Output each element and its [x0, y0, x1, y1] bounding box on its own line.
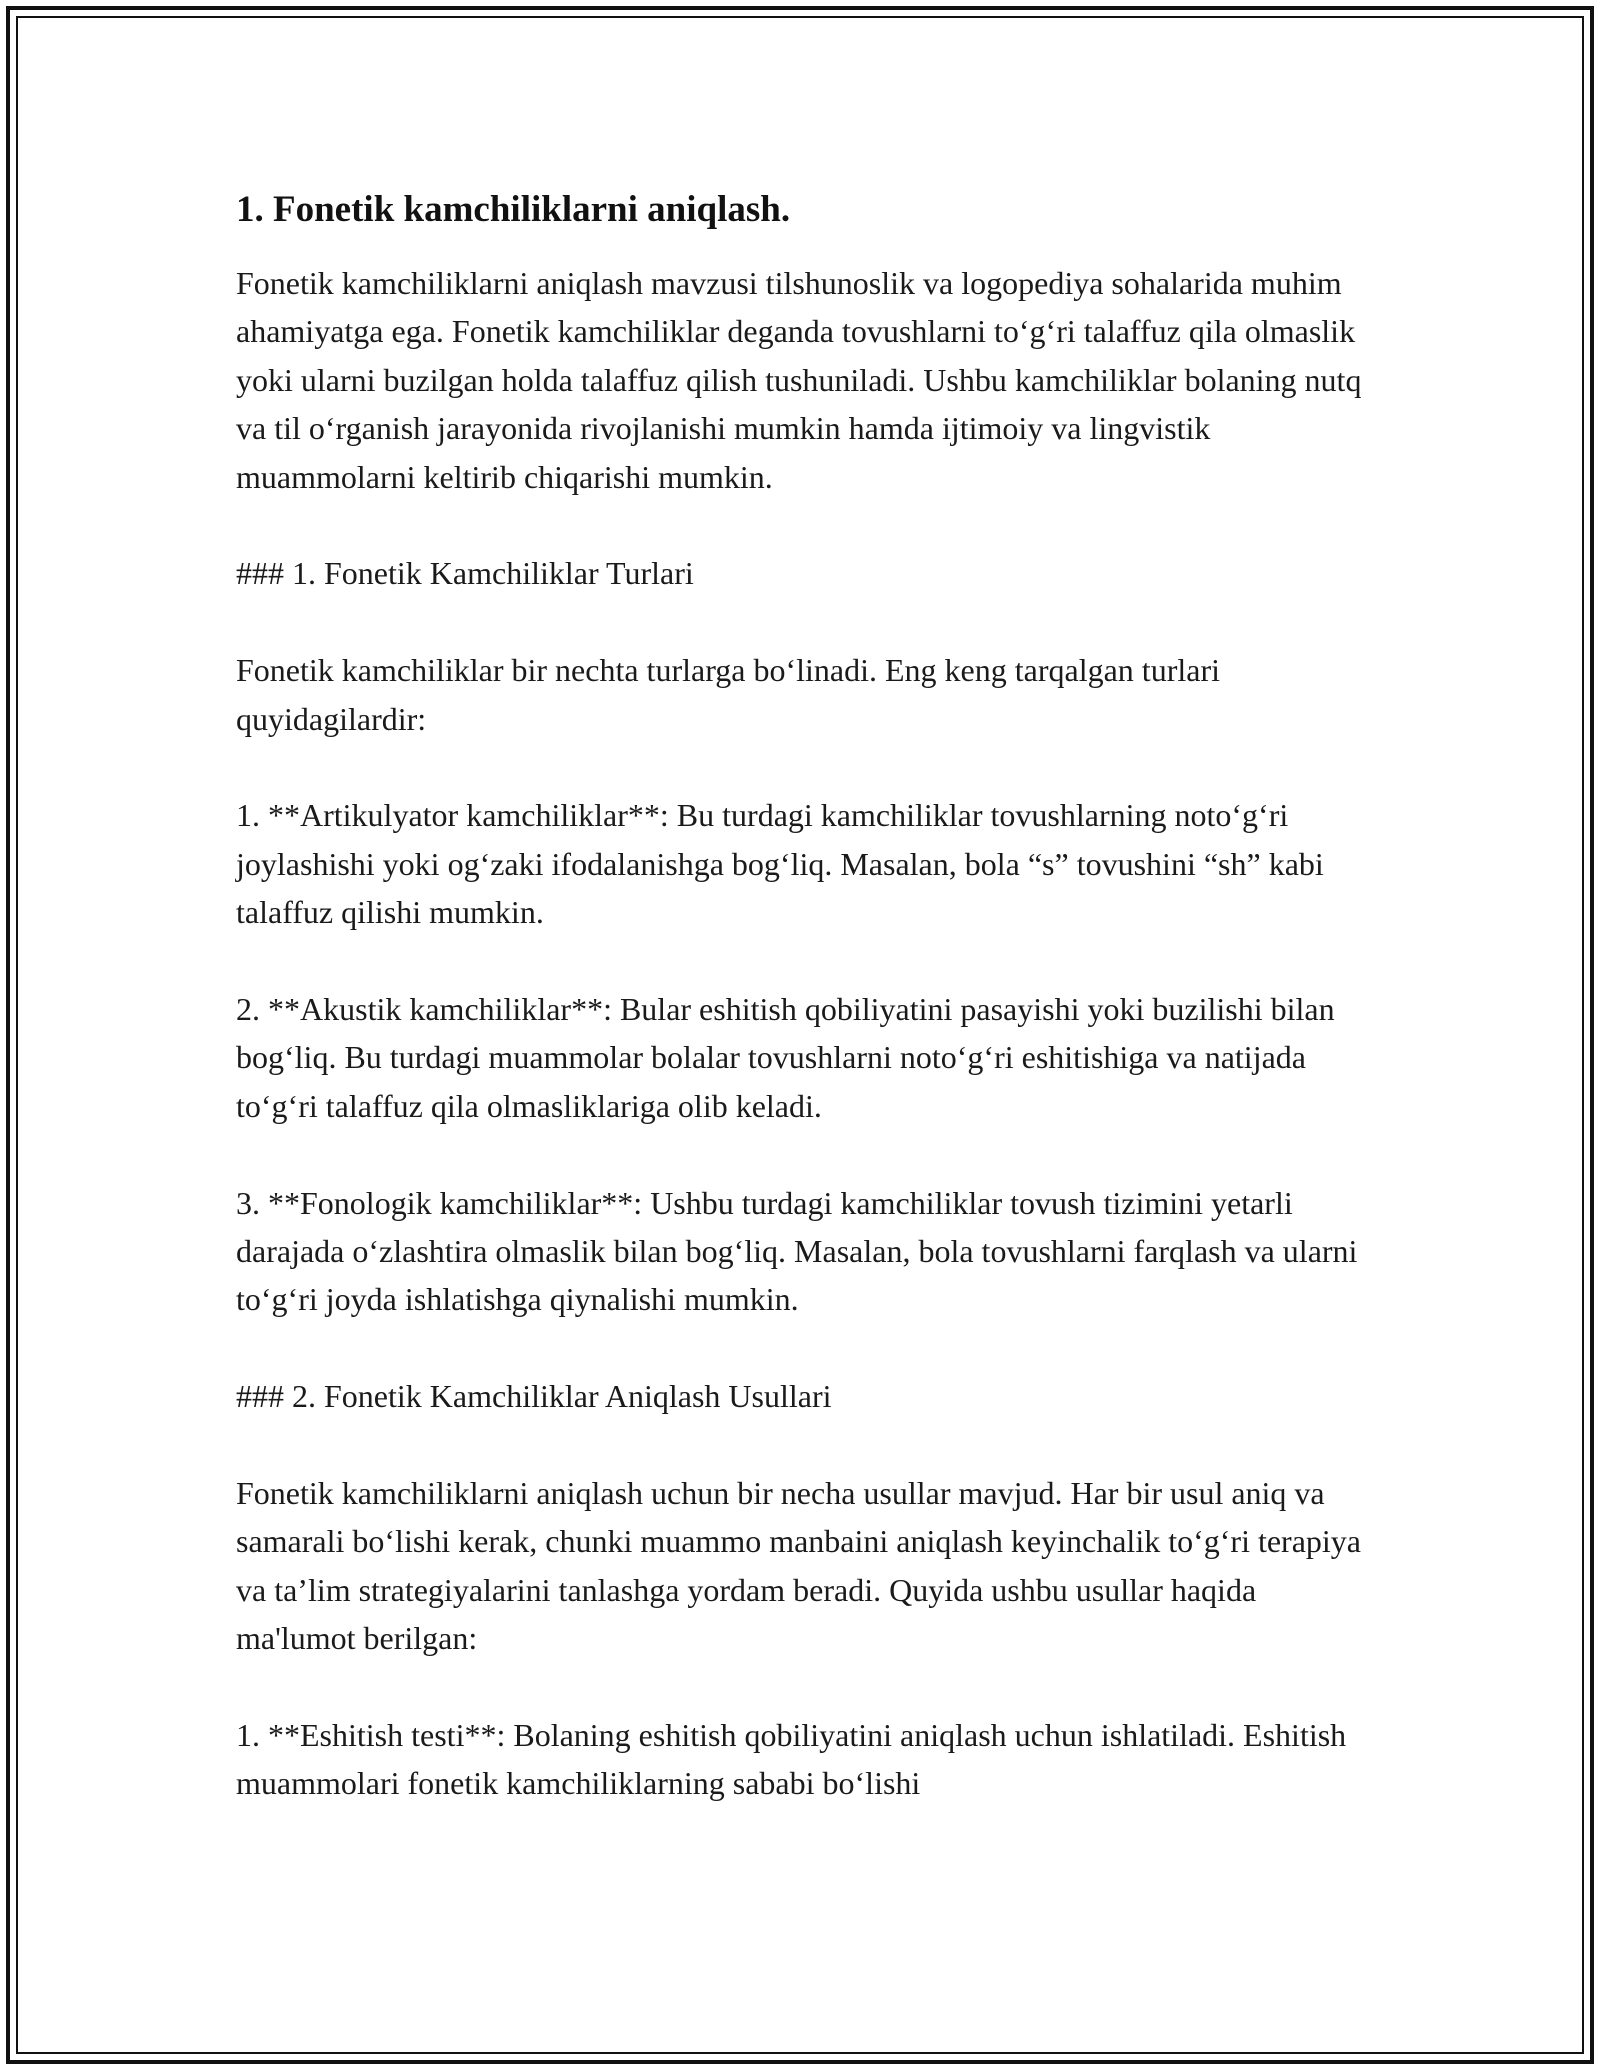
list-item-articulatory: 1. **Artikulyator kamchiliklar**: Bu turdagi kamchiliklar tovushlarning noto‘g‘ri joylashishi yoki og‘zaki ifodalanishga bog‘liq. Masalan, bola “s” tovushini “sh” kabi talaffuz qilishi mumkin.: [236, 797, 1324, 931]
types-intro-paragraph: Fonetik kamchiliklar bir nechta turlarga bo‘linadi. Eng keng tarqalgan turlari quyidagilardir:: [236, 652, 1220, 737]
list-item-phonological: 3. **Fonologik kamchiliklar**: Ushbu turdagi kamchiliklar tovush tizimini yetarli darajada o‘zlashtira olmaslik bilan bog‘liq. Masalan, bola tovushlarni farqlash va ularni to‘g‘ri joyda ishlatishga qiynalishi mumkin.: [236, 1184, 1358, 1318]
list-item-acoustic: 2. **Akustik kamchiliklar**: Bular eshitish qobiliyatini pasayishi yoki buzilishi bilan bog‘liq. Bu turdagi muammolar bolalar tovushlarni noto‘g‘ri eshitishiga va natijada to‘g‘ri talaffuz qila olmasliklariga olib keladi.: [236, 991, 1335, 1124]
document-title: 1. Fonetik kamchiliklarni aniqlash.: [236, 189, 791, 230]
document-body: [236, 186, 1376, 1856]
methods-intro-paragraph: Fonetik kamchiliklarni aniqlash uchun bir necha usullar mavjud. Har bir usul aniq va samarali bo‘lishi kerak, chunki muammo manbaini aniqlash keyinchalik to‘g‘ri terapiya va ta’lim strategiyalarini tanlashga yordam beradi. Quyida ushbu usullar haqida ma'lumot berilgan:: [236, 1475, 1361, 1657]
section-heading-methods: ### 2. Fonetik Kamchiliklar Aniqlash Usullari: [236, 1378, 832, 1415]
intro-paragraph: Fonetik kamchiliklarni aniqlash mavzusi tilshunoslik va logopediya sohalarida muhim ahamiyatga ega. Fonetik kamchiliklar deganda tovushlarni to‘g‘ri talaffuz qila olmaslik yoki ularni buzilgan holda talaffuz qilish tushuniladi. Ushbu kamchiliklar bolaning nutq va til o‘rganish jarayonida rivojlanishi mumkin hamda ijtimoiy va lingvistik muammolarni keltirib chiqarishi mumkin.: [236, 265, 1362, 495]
section-heading-types: ### 1. Fonetik Kamchiliklar Turlari: [236, 555, 694, 592]
list-item-hearing-test: 1. **Eshitish testi**: Bolaning eshitish qobiliyatini aniqlash uchun ishlatiladi. Eshitish muammolari fonetik kamchiliklarning sababi bo‘lishi: [236, 1717, 1347, 1802]
